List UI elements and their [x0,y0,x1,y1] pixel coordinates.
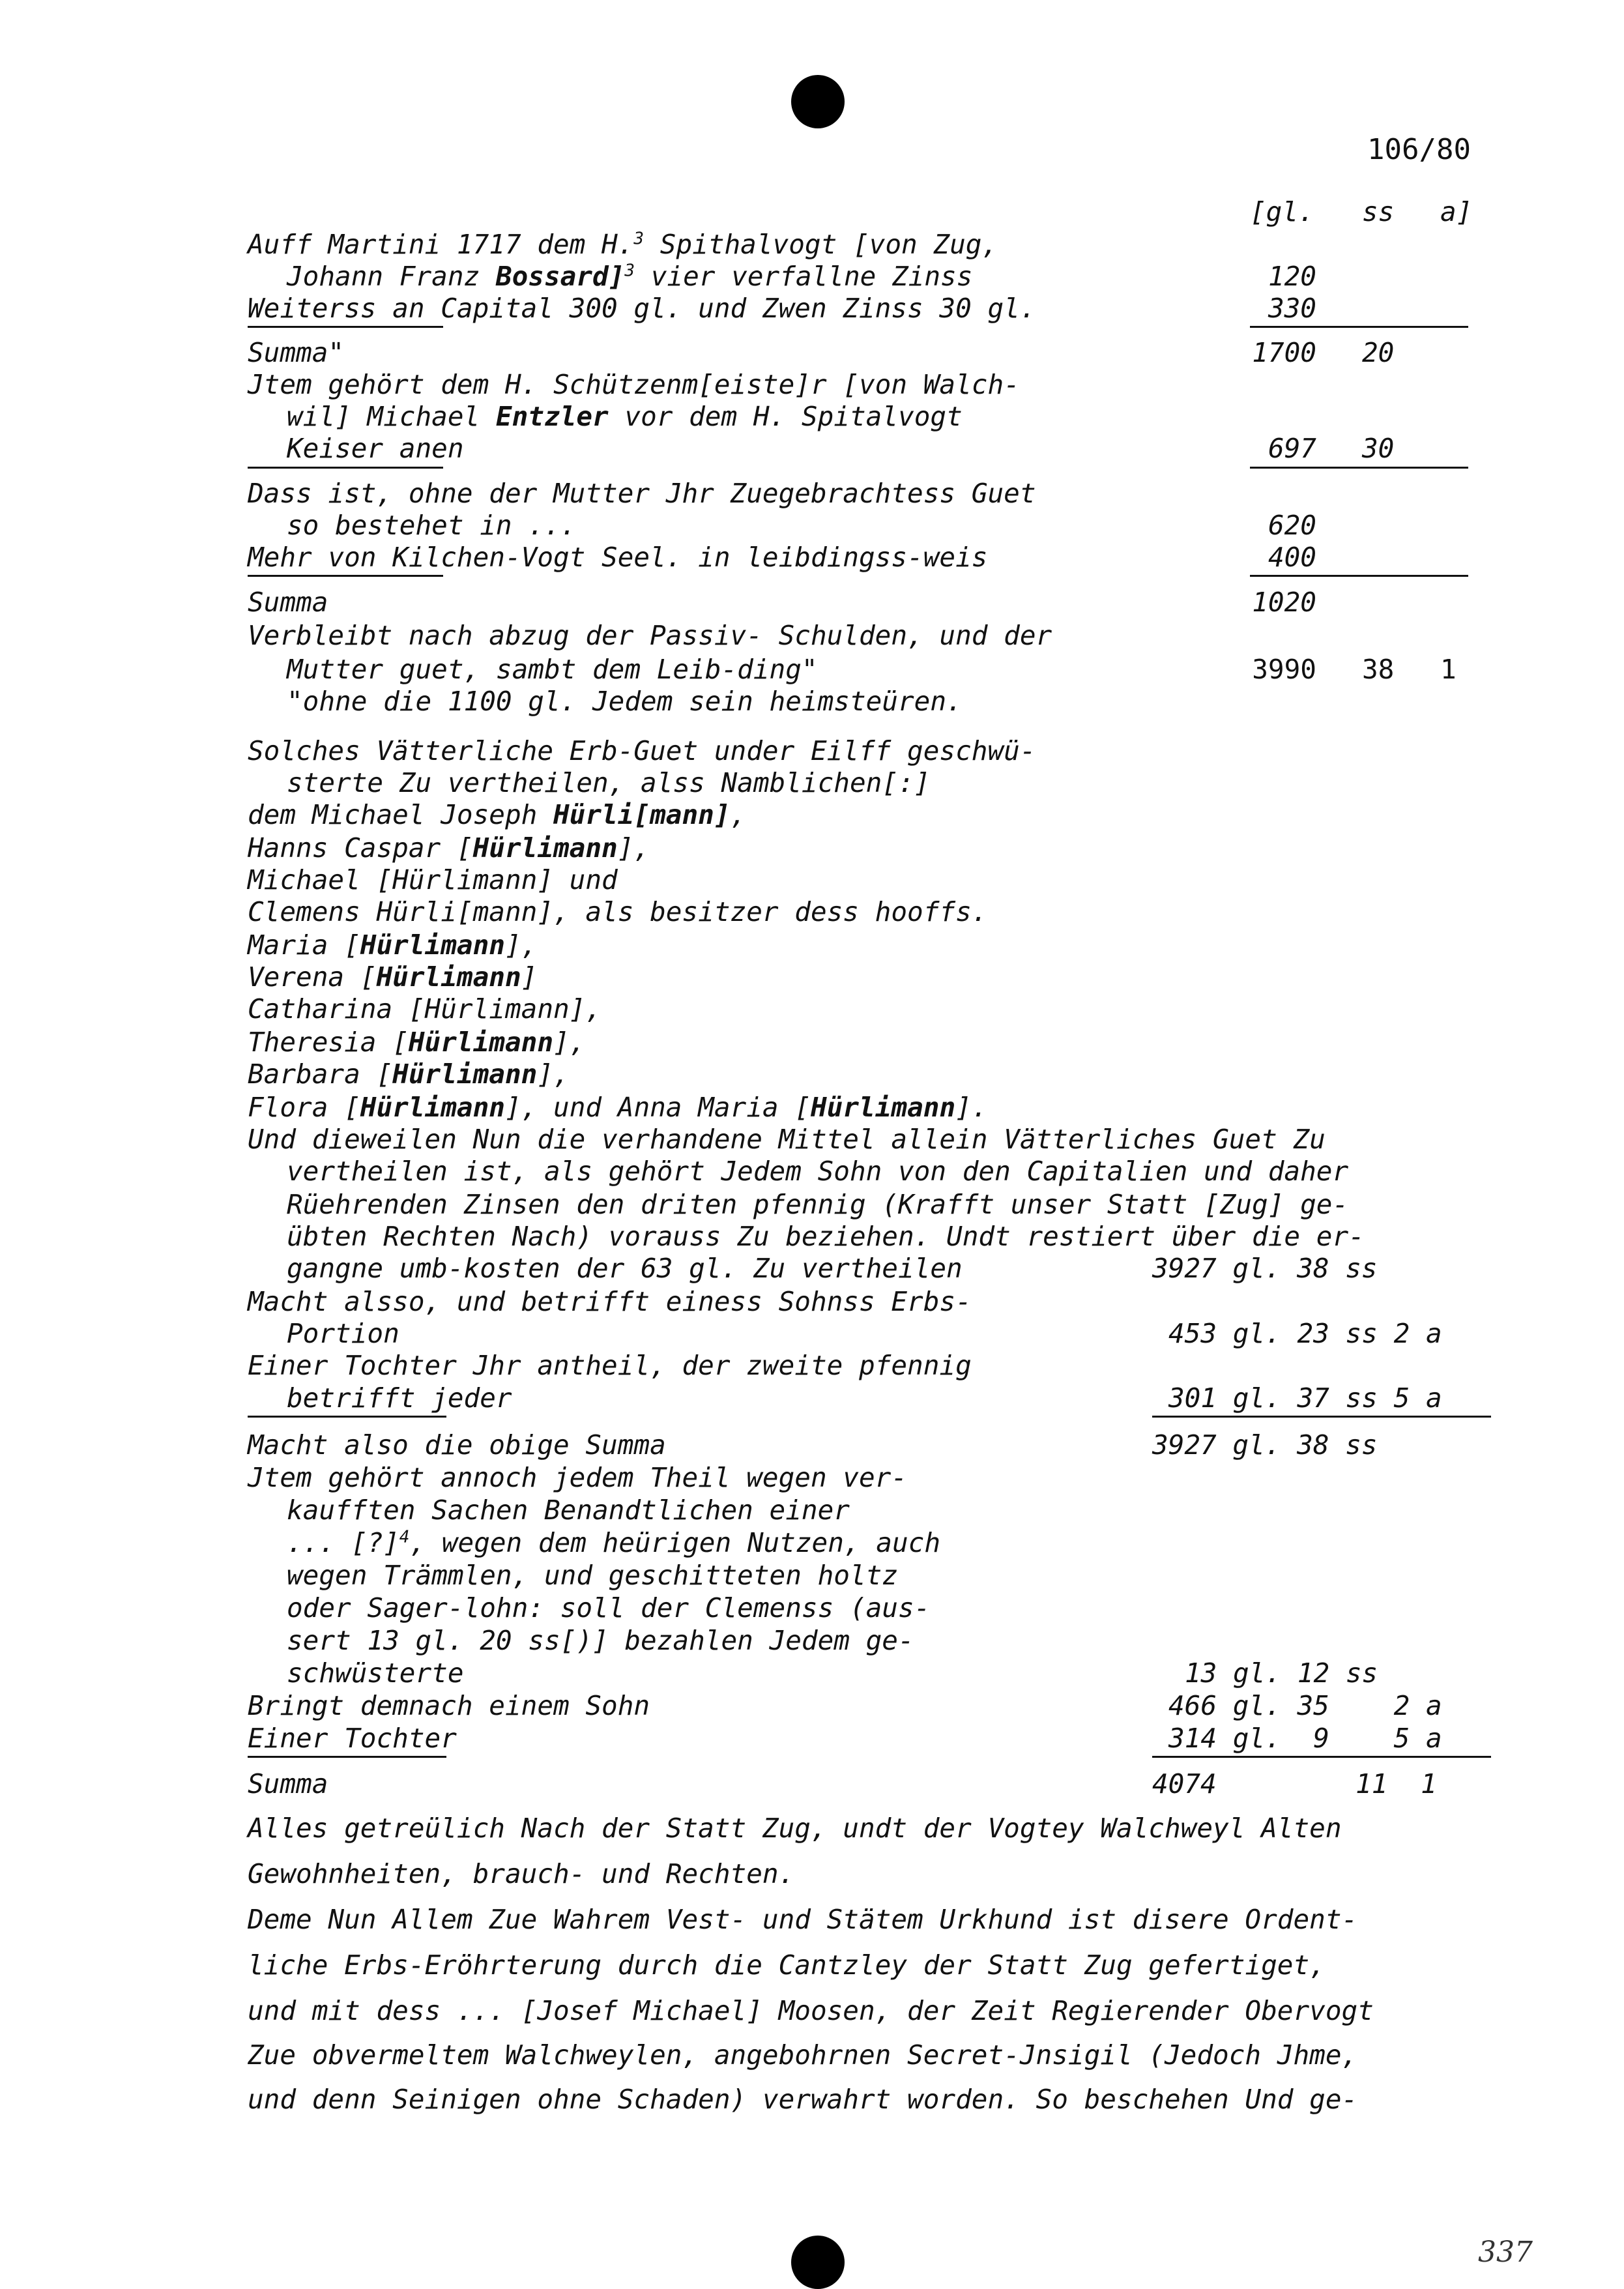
underline-rule [248,1756,446,1758]
text-line: Jtem gehört annoch jedem Theil wegen ver- [248,1462,908,1493]
text-line: Catharina [Hürlimann], [248,993,602,1025]
amount-gl: 3990 [1252,654,1316,685]
final-sum-gl: 4074 [1152,1768,1217,1800]
text-line: gangne umb-kosten der 63 gl. Zu vertheilen [287,1253,963,1284]
share-amount: 13 gl. 12 ss [1185,1657,1378,1689]
text-line: "ohne die 1100 gl. Jedem sein heimsteüren. [287,686,963,717]
text-line: Verena [Hürlimann] [248,961,538,993]
text-line: kaufften Sachen Benandtlichen einer [287,1494,850,1526]
underline-rule [248,326,443,328]
amount-gl: 620 [1268,510,1316,541]
column-header-a: a] [1440,196,1473,227]
text-line: Macht alsso, und betrifft einess Sohnss Erbs- [248,1286,972,1317]
amount-gl: 330 [1268,293,1316,324]
text-line: Mutter guet, sambt dem Leib-ding" [287,654,818,685]
column-header-ss: ss [1362,196,1395,227]
text-line: Hanns Caspar [Hürlimann], [248,832,650,864]
text-line: Einer Tochter Jhr antheil, der zweite pfennig [248,1350,972,1381]
text-line: wil] Michael Entzler vor dem H. Spitalvogt [287,401,963,432]
text-line: Deme Nun Allem Zue Wahrem Vest- und Stätem Urkhund ist disere Ordent- [248,1904,1358,1935]
text-line: und denn Seinigen ohne Schaden) verwahrt worden. So beschehen Und ge- [248,2084,1358,2115]
text-line: vertheilen ist, als gehört Jedem Sohn von den Capitalien und daher [287,1156,1349,1187]
text-line: Weiterss an Capital 300 gl. und Zwen Zinss 30 gl. [248,293,1036,324]
text-line: Zue obvermeltem Walchweylen, angebohrnen Secret-Jnsigil (Jedoch Jhme, [248,2039,1358,2071]
share-amount: 314 gl. 9 5 a [1168,1723,1442,1754]
final-sum-a: 1 [1421,1768,1437,1800]
text-line: Summa [248,587,328,618]
text-line: Rüehrenden Zinsen den driten pfennig (Krafft unser Statt [Zug] ge- [287,1189,1349,1220]
amount-ss: 30 [1362,433,1395,464]
share-amount: 453 gl. 23 ss 2 a [1168,1318,1442,1349]
text-line: Mehr von Kilchen-Vogt Seel. in leibdingss-weis [248,542,988,573]
text-line: dem Michael Joseph Hürli[mann], [248,799,747,830]
share-amount: 3927 gl. 38 ss [1152,1429,1378,1461]
amount-ss: 38 [1362,654,1395,685]
amount-gl: 120 [1268,261,1316,292]
underline-rule [1152,1756,1491,1758]
text-line: Flora [Hürlimann], und Anna Maria [Hürlimann]. [248,1092,988,1123]
text-line: Theresia [Hürlimann], [248,1027,586,1058]
text-line: Auff Martini 1717 dem H.$^3$ Spithalvogt [von Zug, [248,229,998,260]
column-header-gl: [gl. [1250,196,1314,227]
underline-rule [1152,1416,1491,1418]
text-line: Verbleibt nach abzug der Passiv- Schulden, und der [248,620,1052,651]
amount-gl: 400 [1268,542,1316,573]
text-line: Summa [248,1768,328,1800]
punch-hole-top [791,75,845,128]
final-sum-ss: 11 [1356,1768,1388,1800]
amount-ss: 20 [1362,337,1395,368]
text-line: Michael [Hürlimann] und [248,864,618,896]
underline-rule [248,467,443,469]
amount-gl: 1020 [1252,587,1316,618]
text-line: übten Rechten Nach) vorauss Zu beziehen. Undt restiert über die er- [287,1221,1365,1252]
text-line: so bestehet in ... [287,510,577,541]
text-line: Alles getreülich Nach der Statt Zug, undt der Vogtey Walchweyl Alten [248,1813,1342,1844]
text-line: sert 13 gl. 20 ss[)] bezahlen Jedem ge- [287,1625,914,1656]
text-line: Macht also die obige Summa [248,1429,666,1461]
text-line: schwüsterte [287,1657,464,1689]
underline-rule [1250,575,1468,577]
amount-gl: 1700 [1252,337,1316,368]
text-line: liche Erbs-Eröhrterung durch die Cantzley der Statt Zug gefertiget, [248,1949,1326,1981]
text-line: Barbara [Hürlimann], [248,1058,570,1090]
text-line: ... [?]$^4$, wegen dem heürigen Nutzen, auch [287,1527,941,1558]
text-line: Einer Tochter [248,1723,457,1754]
underline-rule [248,1416,446,1418]
text-line: Keiser anen [287,433,464,464]
text-line: wegen Trämmlen, und geschitteten holtz [287,1560,898,1591]
punch-hole-bottom [791,2236,845,2289]
underline-rule [1250,326,1468,328]
text-line: betrifft jeder [287,1382,512,1414]
underline-rule [1250,467,1468,469]
text-line: Summa" [248,337,345,368]
share-amount: 3927 gl. 38 ss [1152,1253,1378,1284]
amount-gl: 697 [1268,433,1316,464]
text-line: Bringt demnach einem Sohn [248,1690,650,1721]
underline-rule [248,575,443,577]
text-line: Dass ist, ohne der Mutter Jhr Zuegebrachtess Guet [248,478,1036,509]
text-line: Maria [Hürlimann], [248,929,538,961]
text-line: Und dieweilen Nun die verhandene Mittel allein Vätterliches Guet Zu [248,1124,1326,1155]
text-line: Gewohnheiten, brauch- und Rechten. [248,1858,795,1889]
share-amount: 301 gl. 37 ss 5 a [1168,1382,1442,1414]
share-amount: 466 gl. 35 2 a [1168,1690,1442,1721]
text-line: Clemens Hürli[mann], als besitzer dess hooffs. [248,896,988,927]
text-line: sterte Zu vertheilen, alss Namblichen[:] [287,767,931,798]
text-line: Jtem gehört dem H. Schützenm[eiste]r [von Walch- [248,369,1020,400]
text-line: oder Sager-lohn: soll der Clemenss (aus- [287,1592,931,1624]
page-reference: 106/80 [1367,133,1471,166]
text-line: Solches Vätterliche Erb-Guet under Eilff geschwü- [248,735,1036,766]
text-line: und mit dess ... [Josef Michael] Moosen, der Zeit Regierender Obervogt [248,1995,1374,2026]
amount-a: 1 [1440,654,1457,685]
text-line: Portion [287,1318,399,1349]
page-mark: 337 [1478,2236,1533,2269]
text-line: Johann Franz Bossard]$^3$ vier verfallne Zinss [287,261,973,292]
